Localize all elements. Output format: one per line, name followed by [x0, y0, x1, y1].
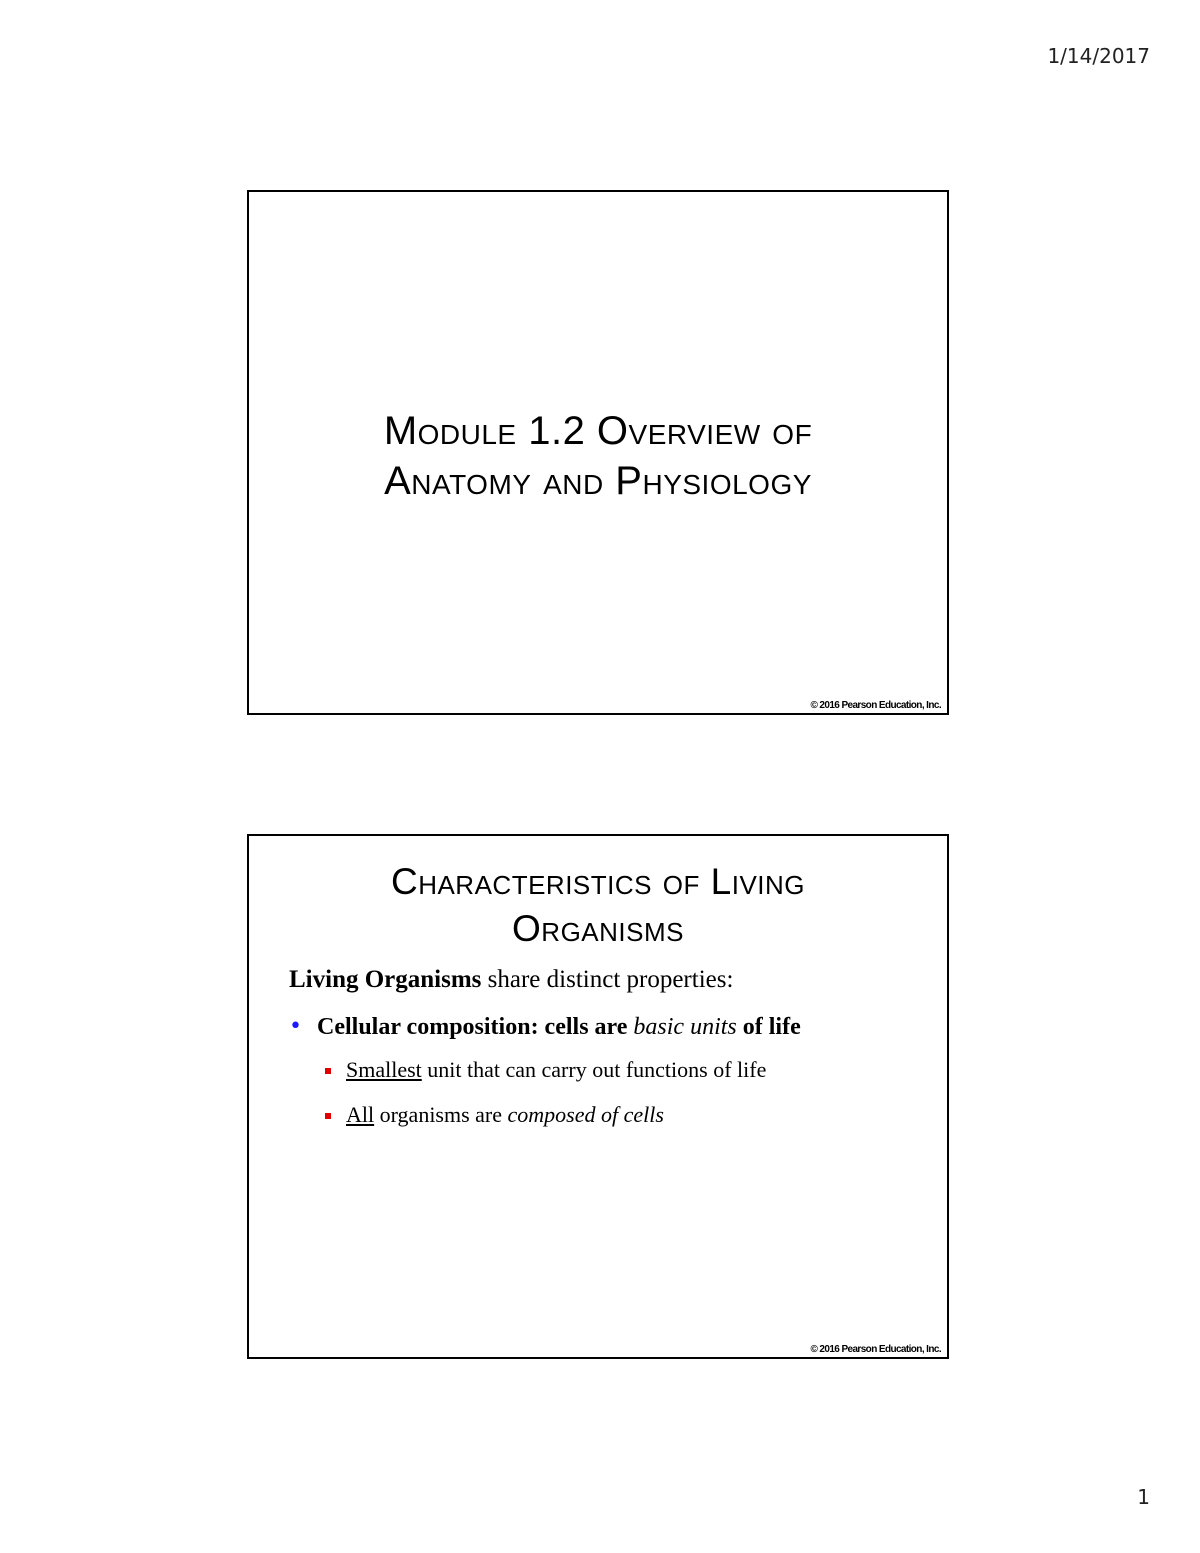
- square-bullet-icon: [325, 1113, 331, 1119]
- bullet-cellular-composition: [289, 1011, 927, 1043]
- page-number: 1: [1137, 1485, 1150, 1509]
- bullet-text-are: are: [588, 1014, 634, 1040]
- square-bullet-icon: [325, 1068, 331, 1074]
- slide-2-title-line-2: Organisms: [512, 908, 684, 949]
- slide-1-title-line-2: Anatomy and Physiology: [384, 459, 812, 503]
- slide-1-copyright: © 2016 Pearson Education, Inc.: [810, 700, 941, 711]
- slide-2-title: [249, 858, 947, 952]
- slide-2-body: [289, 964, 927, 1145]
- sub-bullet-text: unit that can carry out functions of life: [421, 1057, 767, 1082]
- slide-1-title-line-1: Module 1.2 Overview of: [383, 409, 813, 453]
- sub-bullet-italic-text: composed of cells: [507, 1102, 664, 1127]
- sub-bullet-text: organisms are: [374, 1102, 508, 1127]
- bullet-dot-icon: •: [289, 1014, 302, 1039]
- sub-bullet-smallest-unit: [325, 1055, 927, 1085]
- slide-1: [247, 190, 949, 715]
- slide-1-title: [249, 406, 947, 506]
- page-date: 1/14/2017: [1047, 44, 1150, 68]
- sub-bullet-all-organisms: [325, 1100, 927, 1130]
- lead-paragraph: [289, 964, 927, 996]
- slide-2-title-line-1: Characteristics of Living: [390, 861, 806, 902]
- sub-bullet-underlined-text: Smallest: [346, 1057, 422, 1082]
- bullet-italic-text: basic units: [633, 1014, 737, 1040]
- bullet-text-of-life: of life: [736, 1014, 801, 1040]
- slide-2: [247, 834, 949, 1359]
- bullet-bold-text: Cellular composition: cells: [317, 1014, 589, 1040]
- lead-text: share distinct properties:: [481, 966, 734, 993]
- sub-bullet-underlined-text: All: [346, 1102, 375, 1127]
- slide-2-copyright: © 2016 Pearson Education, Inc.: [810, 1344, 941, 1355]
- lead-bold-text: Living Organisms: [289, 966, 482, 993]
